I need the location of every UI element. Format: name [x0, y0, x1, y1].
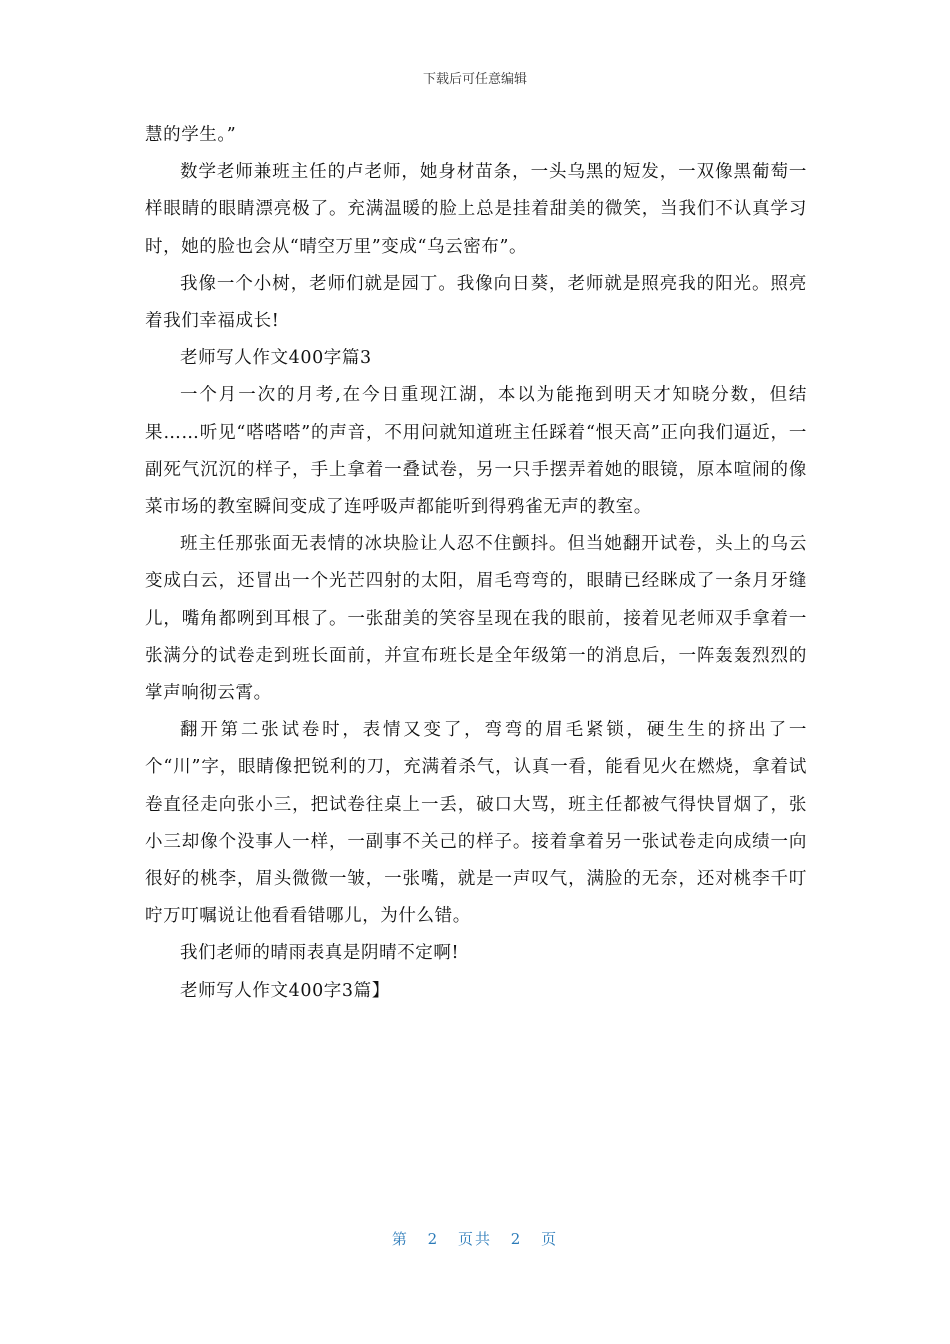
paragraph: 我像一个小树，老师们就是园丁。我像向日葵，老师就是照亮我的阳光。照亮着我们幸福成长! [145, 273, 807, 332]
paragraph: 我们老师的晴雨表真是阴晴不定啊! [180, 943, 460, 964]
paragraph: 一个月一次的月考,在今日重现江湖，本以为能拖到明天才知晓分数，但结果……听见“嗒嗒嗒”的声音，不用问就知道班主任踩着“恨天高”正向我们逼近，一副死气沉沉的样子，手上拿着一叠试卷，另一只手摆弄着她的眼镜，原本喧闹的像菜市场的教室瞬间变成了连呼吸声都能听到得鸦雀无声的教室。 [145, 385, 807, 518]
page-number: 第 2 页共 2 页 [391, 1230, 559, 1248]
paragraph: 翻开第二张试卷时，表情又变了，弯弯的眉毛紧锁，硬生生的挤出了一个“川”字，眼睛像把锐利的刀，充满着杀气，认真一看，能看见火在燃烧，拿着试卷直径走向张小三，把试卷往桌上一丢，破口大骂，班主任都被气得快冒烟了，张小三却像个没事人一样，一副事不关己的样子。接着拿着另一张试卷走向成绩一向很好的桃李，眉头微微一皱，一张嘴，就是一声叹气，满脸的无奈，还对桃李千叮咛万叮嘱说让他看看错哪儿，为什么错。 [145, 720, 807, 927]
section-title: 老师写人作文400字篇3 [180, 348, 372, 369]
document-body [145, 117, 807, 1010]
paragraph: 慧的学生。” [145, 125, 237, 145]
paragraph: 数学老师兼班主任的卢老师，她身材苗条，一头乌黑的短发，一双像黑葡萄一样眼睛的眼睛漂亮极了。充满温暖的脸上总是挂着甜美的微笑，当我们不认真学习时，她的脸也会从“晴空万里”变成“乌云密布”。 [145, 162, 807, 257]
closing-line: 老师写人作文400字3篇】 [180, 980, 390, 1001]
header-note: 下载后可任意编辑 [422, 72, 527, 87]
paragraph: 班主任那张面无表情的冰块脸让人忍不住颤抖。但当她翻开试卷，头上的乌云变成白云，还冒出一个光芒四射的太阳，眉毛弯弯的，眼睛已经眯成了一条月牙缝儿，嘴角都咧到耳根了。一张甜美的笑容呈现在我的眼前，接着见老师双手拿着一张满分的试卷走到班长面前，并宣布班长是全年级第一的消息后，一阵轰轰烈烈的掌声响彻云霄。 [145, 534, 807, 704]
